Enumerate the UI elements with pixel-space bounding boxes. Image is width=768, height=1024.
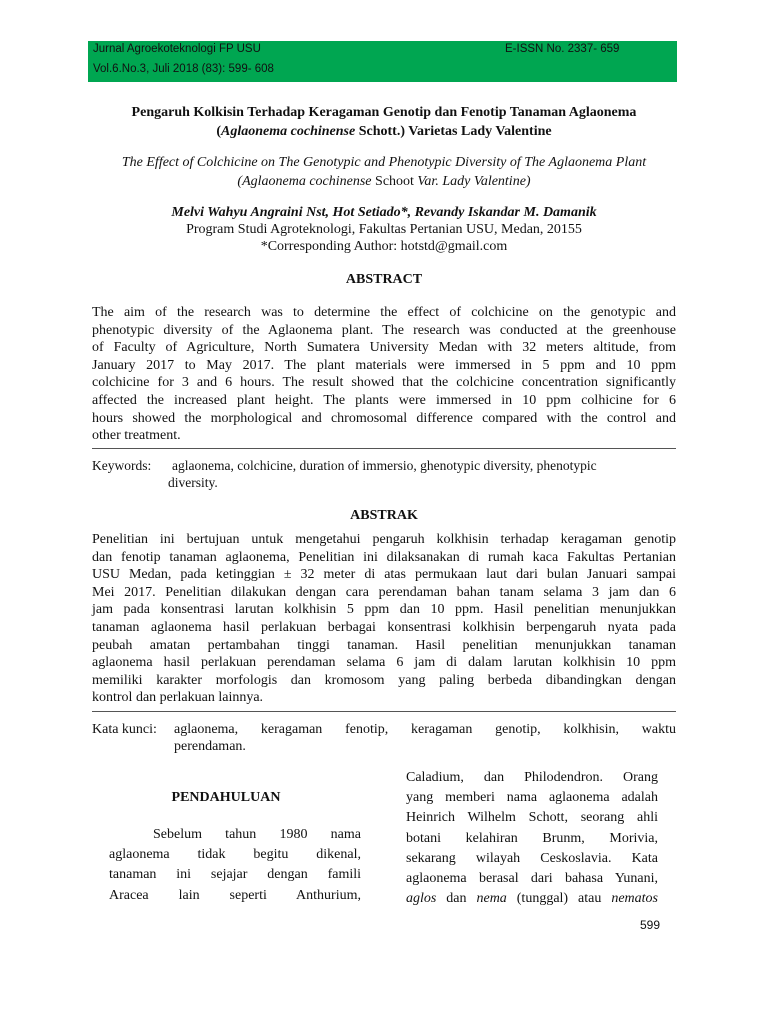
abstract-line: affected the increased plant height. The plants were immersed in 10 ppm colhicine for 6 [92, 392, 676, 408]
intro-line: aglaonema berasal dari bahasa Yunani, [406, 871, 658, 887]
eissn: E-ISSN No. 2337- 659 [505, 43, 620, 55]
abstract-line: The aim of the research was to determine the effect of colchicine on the genotypic and [92, 305, 676, 320]
abstract-line: hours showed the morphological and chromosomal difference compared with the control and [92, 410, 676, 426]
keywords [92, 457, 676, 491]
keywords-list-cont: diversity. [168, 475, 218, 490]
abstrak-heading: ABSTRAK [350, 508, 418, 523]
intro-left-column [109, 825, 361, 906]
word-aglos: aglos [406, 891, 437, 907]
keywords-label: Keywords: [92, 458, 152, 473]
pendahuluan-heading: PENDAHULUAN [171, 790, 281, 805]
keywords-list: aglaonema, colchicine, duration of immersio, ghenotypic diversity, phenotypic [172, 458, 597, 473]
kata-kunci-list-cont: perendaman. [174, 739, 246, 754]
intro-line: sekarang wilayah Ceskoslavia. Kata [406, 850, 658, 866]
abstrak-line: jam pada konsentrasi larutan kolkhisin 5 ppm dan 10 ppm. Hasil penelitian menunjukkan [92, 602, 676, 618]
intro-line: yang memberi nama aglaonema adalah [406, 790, 658, 806]
intro-line: Aracea lain seperti Anthurium, [109, 887, 361, 903]
journal-header-bar [88, 41, 677, 82]
journal-name: Jurnal Agroekoteknologi FP USU [93, 43, 261, 55]
kata-kunci-label: Kata kunci: [92, 722, 157, 737]
abstrak-body [92, 531, 676, 707]
abstrak-line: kontrol dan perlakuan lainnya. [92, 690, 264, 706]
abstract-line: January 2017 to May 2017. The plant materials were immersed in 5 ppm and 10 ppm [92, 357, 676, 373]
title-id-variety: Schott.) Varietas Lady Valentine [355, 124, 552, 139]
intro-line: botani kelahiran Brunm, Morivia, [406, 830, 658, 846]
abstrak-line: Mei 2017. Penelitian dilakukan dengan cara perendaman bahan tanam selama 3 jam dan 6 [92, 584, 676, 600]
title-en-variety: Var. Lady Valentine [417, 174, 526, 189]
intro-right-column [406, 768, 658, 909]
abstract-body [92, 304, 676, 445]
abstrak-line: peubah amatan pertambahan tinggi tanaman. Hasil penelitian menunjukkan tanaman [92, 637, 676, 653]
title-en-author: Schoot [371, 174, 418, 189]
word-nema: nema [476, 891, 507, 907]
intro-text: dan [436, 891, 477, 907]
title-id-scientific-name: Aglaonema cochinense [221, 124, 356, 139]
corresponding-author: *Corresponding Author: hotstd@gmail.com [260, 239, 508, 254]
kata-kunci-list: aglaonema, keragaman fenotip, keragaman genotip, kolkhisin, waktu [174, 722, 676, 737]
word-nematos: nematos [611, 891, 658, 907]
intro-line [406, 889, 658, 909]
abstrak-line: tanaman aglaonema hasil perlakuan berbagai konsentrasi kolkhisin berpengaruh nyata pada [92, 619, 676, 635]
intro-line: aglaonema tidak begitu dikenal, [109, 847, 361, 863]
intro-line: Caladium, dan Philodendron. Orang [406, 770, 658, 785]
page-number: 599 [640, 918, 661, 932]
abstract-line: phenotypic diversity of the Aglaonema plant. The research was conducted at the greenhouse [92, 322, 676, 338]
title-en-line1: The Effect of Colchicine on The Genotypic and Phenotypic Diversity of The Aglaonema Plant [121, 155, 647, 170]
abstrak-line: USU Medan, pada ketinggian ± 32 meter di atas permukaan laut dari bulan Januari sampai [92, 567, 676, 583]
abstrak-line: dan fenotip tanaman aglaonema, Penelitian ini dilaksanakan di rumah kaca Fakultas Pertanian [92, 549, 676, 565]
abstract-line: colchicine for 3 and 6 hours. The result showed that the colchicine concentration significantly [92, 375, 676, 391]
affiliation: Program Studi Agroteknologi, Fakultas Pertanian USU, Medan, 20155 [186, 222, 582, 237]
abstrak-line: memiliki karakter morfologis dan kromosom yang paling berbeda dibandingkan dengan [92, 672, 676, 688]
title-id-line2: (Aglaonema cochinense Schott.) Varietas Lady Valentine [216, 124, 552, 139]
abstract-line: other treatment. [92, 428, 181, 444]
title-indonesian [92, 103, 676, 141]
divider-rule [92, 448, 676, 449]
divider-rule [92, 711, 676, 712]
title-id-line1: Pengaruh Kolkisin Terhadap Keragaman Genotip dan Fenotip Tanaman Aglaonema [131, 105, 637, 120]
abstract-line: of Faculty of Agriculture, North Sumatera University Medan with 32 meters altitude, from [92, 340, 676, 356]
authors: Melvi Wahyu Angraini Nst, Hot Setiado*, Revandy Iskandar M. Damanik [171, 205, 597, 220]
intro-line: tanaman ini sejajar dengan famili [109, 867, 361, 883]
intro-line: Sebelum tahun 1980 nama [153, 827, 361, 842]
title-english [92, 153, 676, 191]
volume-info: Vol.6.No.3, Juli 2018 (83): 599- 608 [93, 63, 274, 75]
abstrak-line: aglaonema hasil perlakuan perendaman selama 6 jam di dalam larutan kolkhisin 10 ppm [92, 655, 676, 671]
title-en-line2: (Aglaonema cochinense Schoot Var. Lady Valentine) [237, 174, 531, 189]
intro-text: (tunggal) atau [506, 891, 612, 907]
abstrak-line: Penelitian ini bertujuan untuk mengetahui pengaruh kolkhisin terhadap keragaman genotip [92, 532, 676, 547]
title-en-scientific-name: Aglaonema cochinense [242, 174, 372, 189]
abstract-heading: ABSTRACT [345, 272, 423, 287]
intro-line: Heinrich Wilhelm Schott, seorang ahli [406, 810, 658, 826]
kata-kunci [92, 721, 676, 755]
